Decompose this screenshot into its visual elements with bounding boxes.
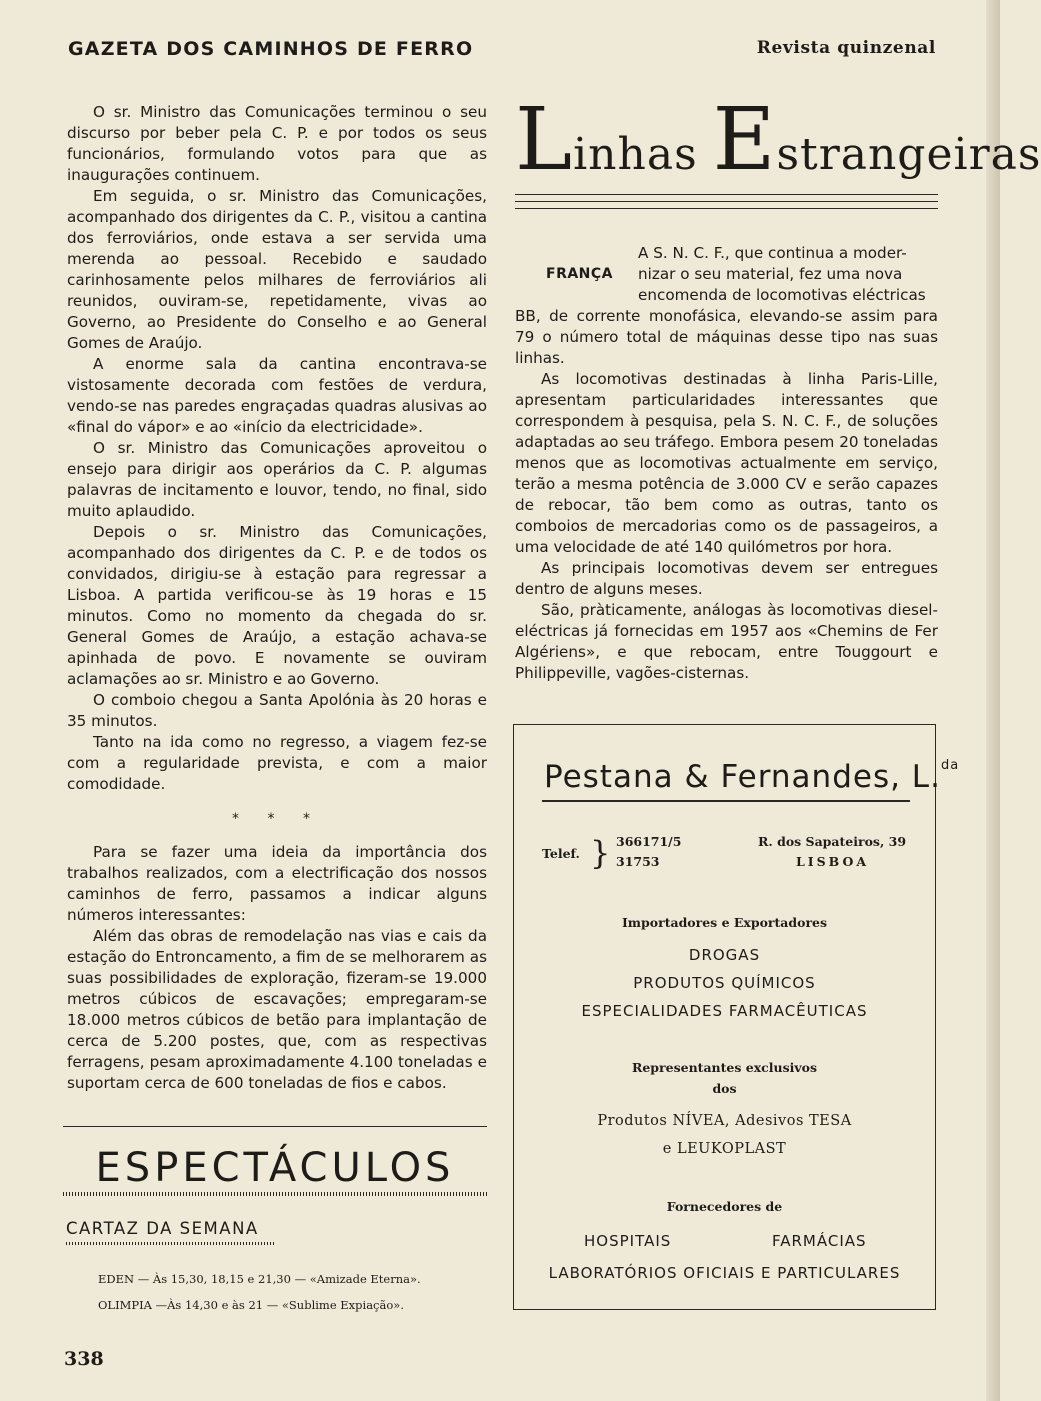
advertisement-box bbox=[513, 724, 960, 1310]
section-title-espectaculos: ESPECTÁCULOS bbox=[95, 1145, 455, 1191]
magazine-subtitle: Revista quinzenal bbox=[756, 38, 936, 58]
ad-product: DROGAS bbox=[688, 946, 761, 964]
ad-telef-label: Telef. bbox=[542, 846, 580, 861]
ad-client: FARMÁCIAS bbox=[772, 1232, 867, 1250]
paragraph: São, pràticamente, análogas às locomotivas diesel-eléctricas já fornecidas em 1957 aos «Chemins de Fer Algériens», e que rebocam, entre Touggourt e Philippeville, vagões-cisternas. bbox=[515, 601, 938, 682]
ad-product: ESPECIALIDADES FARMACÊUTICAS bbox=[581, 1002, 868, 1020]
ad-firm-name: Pestana & Fernandes, L.$^{da}$ bbox=[544, 758, 960, 795]
ad-underline bbox=[542, 800, 910, 802]
paragraph: Tanto na ida como no regresso, a viagem fez-se com a regularidade prevista, e com a maior comodidade. bbox=[67, 733, 487, 793]
paragraph: O sr. Ministro das Comunicações aproveitou o ensejo para dirigir aos operários da C. P. algumas palavras de incitamento e louvor, tendo, no final, sido muito aplaudido. bbox=[67, 439, 487, 520]
hanging-line: nizar o seu material, fez uma nova bbox=[638, 265, 903, 283]
ad-dos: dos bbox=[712, 1081, 737, 1096]
paragraph: Para se fazer uma ideia da importância dos trabalhos realizados, com a electrificação dos nossos caminhos de ferro, passamos a indicar alguns números interessantes: bbox=[67, 843, 487, 924]
paragraph: O comboio chegou a Santa Apolónia às 20 horas e 35 minutos. bbox=[67, 691, 487, 730]
ad-fornecedores: Fornecedores de bbox=[666, 1199, 783, 1214]
hanging-line: encomenda de locomotivas eléctricas bbox=[638, 286, 926, 304]
ad-representantes: Representantes exclusivos bbox=[631, 1060, 818, 1075]
ad-address: R. dos Sapateiros, 39 bbox=[758, 834, 907, 849]
section-separator: * * * bbox=[232, 811, 322, 827]
paragraph: Depois o sr. Ministro das Comunicações, acompanhado dos dirigentes da C. P. e de todos os convidados, dirigiu-se à estação para regressar a Lisboa. A partida verificou-se às 19 horas e 15 minutos. Como no momento da chegada do sr. General Gomes de Araújo, a estação achava-se apinhada de povo. E novamente se ouviram aclamações ao sr. Ministro e ao Governo. bbox=[67, 523, 487, 688]
listing-item: OLIMPIA —Às 14,30 e às 21 — «Sublime Expiação». bbox=[98, 1298, 404, 1312]
left-article bbox=[67, 102, 487, 1094]
right-article bbox=[515, 243, 938, 684]
divider bbox=[63, 1126, 487, 1127]
ad-city: LISBOA bbox=[796, 854, 870, 869]
page-edge-shadow bbox=[986, 0, 1000, 1401]
paragraph: As principais locomotivas devem ser entregues dentro de alguns meses. bbox=[515, 559, 938, 598]
title-rule bbox=[515, 194, 938, 195]
title-word: strangeiras bbox=[776, 129, 1041, 180]
ad-importers: Importadores e Exportadores bbox=[621, 915, 828, 930]
hatched-rule bbox=[63, 1192, 487, 1196]
ad-phone: 31753 bbox=[616, 854, 660, 869]
paragraph: O sr. Ministro das Comunicações terminou o seu discurso por beber pela C. P. e por todos os seus funcionários, formulando votos para que as inaugurações continuem. bbox=[67, 103, 487, 184]
hatched-underline bbox=[66, 1242, 274, 1245]
hanging-line: A S. N. C. F., que continua a moder- bbox=[638, 244, 907, 262]
ad-product: PRODUTOS QUÍMICOS bbox=[633, 974, 816, 992]
title-rule bbox=[515, 201, 938, 202]
ad-brands: e LEUKOPLAST bbox=[662, 1141, 787, 1157]
ad-client: HOSPITAIS bbox=[584, 1232, 672, 1250]
title-word: inhas bbox=[573, 129, 713, 180]
paragraph: Em seguida, o sr. Ministro das Comunicações, acompanhado dos dirigentes da C. P., visitou a cantina dos ferroviários, onde estava a ser servida uma merenda ao pessoal. Recebido e saudado carinhosamente pelos milhares de ferroviários ali reunidos, ouviram-se, repetidamente, vivas ao Governo, ao Presidente do Conselho e ao General Gomes de Araújo. bbox=[67, 187, 487, 352]
magazine-title: GAZETA DOS CAMINHOS DE FERRO bbox=[68, 38, 474, 60]
country-label: FRANÇA bbox=[546, 266, 614, 282]
ad-brands: Produtos NÍVEA, Adesivos TESA bbox=[597, 1113, 852, 1129]
section-title-linhas-estrangeiras bbox=[515, 90, 1041, 195]
brace-icon: } bbox=[590, 834, 611, 872]
paragraph: As locomotivas destinadas à linha Paris-Lille, apresentam particularidades interessantes que correspondem à pesquisa, pela S. N. C. F., de soluções adaptadas ao seu tráfego. Embora pesem 20 toneladas menos que as locomotivas actualmente em serviço, terão a mesma potência de 3.000 CV e serão capazes de rebocar, tão bem como as outras, tanto os comboios de mercadorias como os de passageiros, a uma velocidade de até 140 quilómetros por hora. bbox=[515, 370, 938, 556]
ad-firm-suffix: da bbox=[940, 758, 960, 773]
title-initial: L bbox=[515, 90, 574, 190]
ad-phone: 366171/5 bbox=[616, 834, 682, 849]
title-initial: E bbox=[712, 90, 777, 190]
paragraph: Além das obras de remodelação nas vias e cais da estação do Entroncamento, a fim de se melhorarem as suas possibilidades de exploração, fizeram-se 19.000 metros cúbicos de escavações; empregaram-se 18.000 metros cúbicos de betão para implantação de cerca de 5.200 postes, que, com as respectivas ferragens, pesam aproximadamente 4.100 toneladas e suportam cerca de 600 toneladas de fios e cabos. bbox=[67, 927, 487, 1092]
listing-item: EDEN — Às 15,30, 18,15 e 21,30 — «Amizade Eterna». bbox=[98, 1272, 421, 1286]
paragraph: BB, de corrente monofásica, elevando-se assim para 79 o número total de máquinas desse tipo nas suas linhas. bbox=[515, 307, 938, 367]
ad-client: LABORATÓRIOS OFICIAIS E PARTICULARES bbox=[548, 1264, 901, 1282]
section-subtitle: CARTAZ DA SEMANA bbox=[66, 1219, 259, 1238]
page-number: 338 bbox=[64, 1348, 104, 1370]
title-rule bbox=[515, 208, 938, 209]
paragraph: A enorme sala da cantina encontrava-se vistosamente decorada com festões de verdura, vendo-se nas paredes engraçadas quadras alusivas ao «final do vápor» e ao «início da electricidade». bbox=[67, 355, 487, 436]
